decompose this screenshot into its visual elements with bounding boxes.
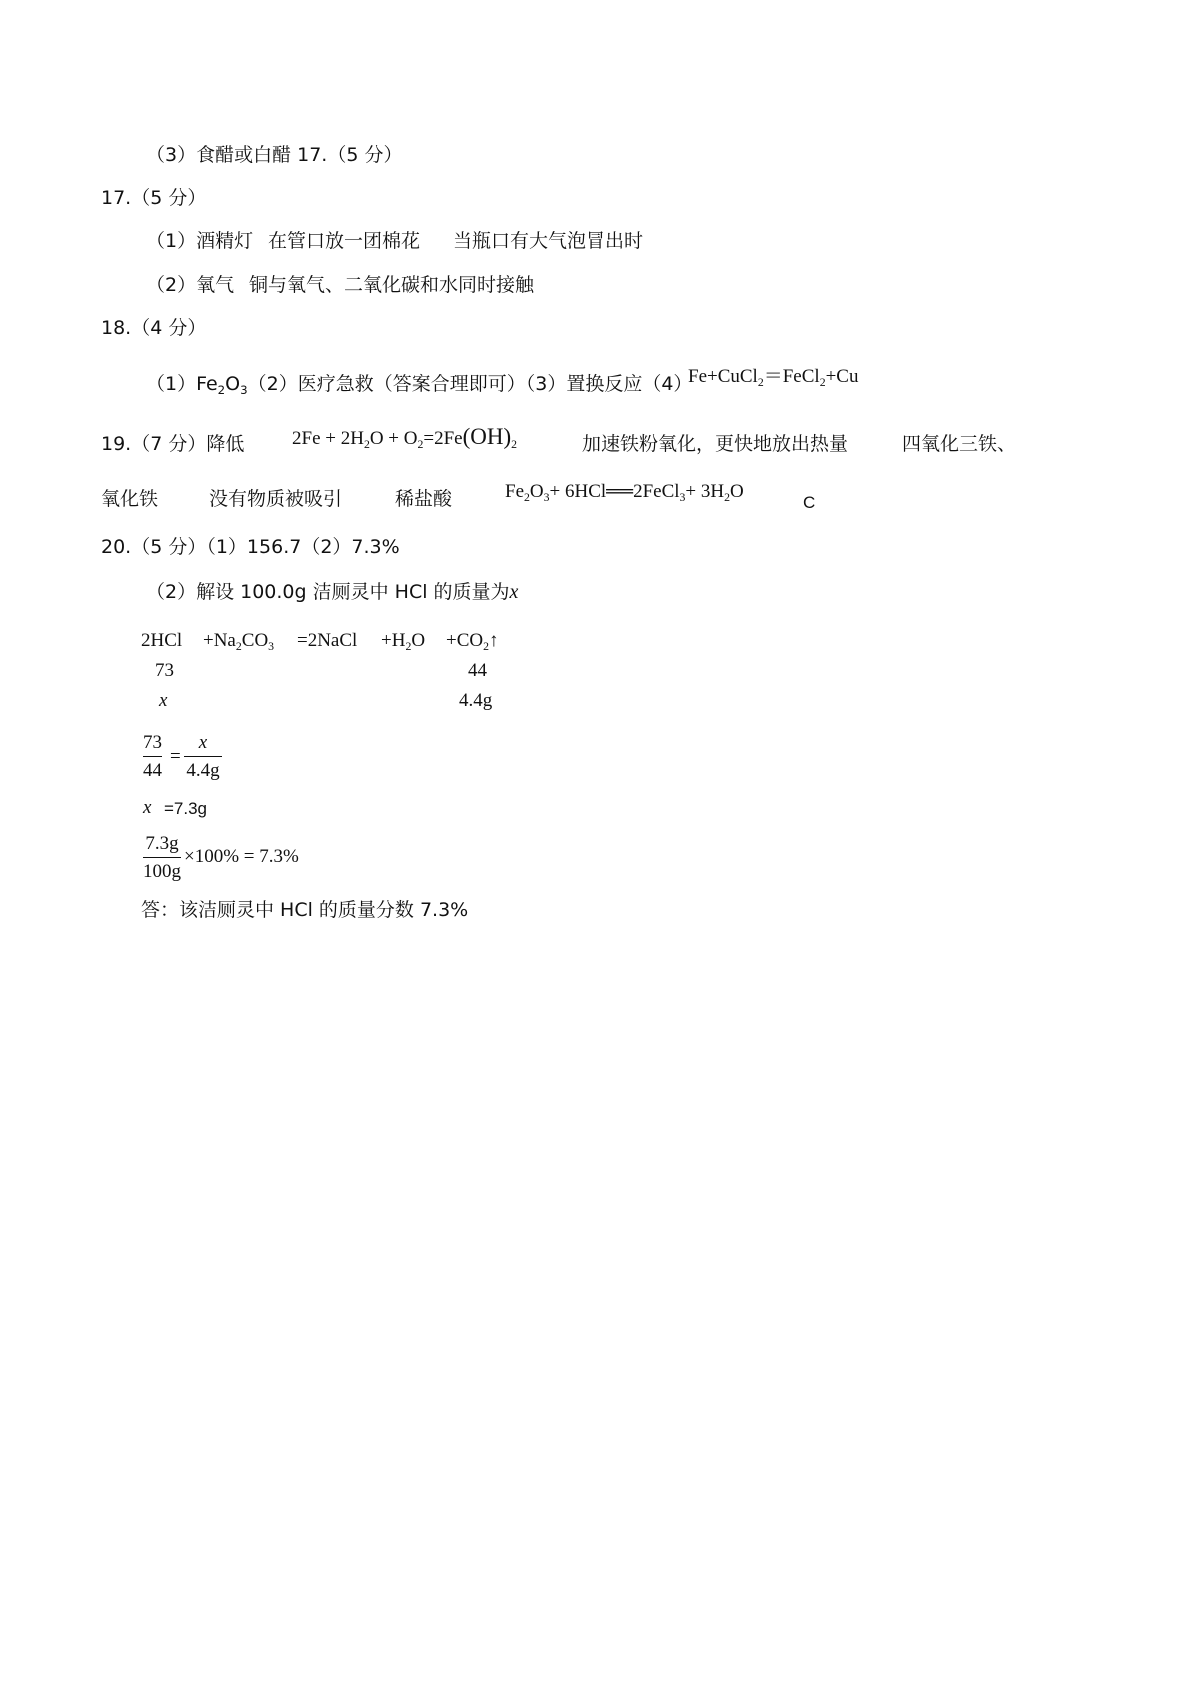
fraction-x-4.4g: [184, 732, 222, 782]
eq19b-s3: 3: [679, 491, 686, 505]
q19-line2-a: 氧化铁: [101, 488, 159, 510]
fraction-3-tail: ×100% = 7.3%: [184, 846, 299, 867]
q20-solution-intro: [146, 582, 518, 602]
q19-part-b: 加速铁粉氧化，更快地放出热量: [582, 433, 849, 455]
line-1: （3）食醋或白醋 17.（5 分）: [146, 144, 403, 166]
x-result-var: x: [143, 797, 152, 818]
q18-header: 18.（4 分）: [101, 317, 207, 339]
eq19b-c: + 6HCl══2FeCl: [549, 481, 680, 502]
up-arrow-icon: ↑: [489, 630, 499, 651]
calc-r1-b-text: +Na: [203, 630, 236, 651]
q18-o: O: [225, 373, 241, 395]
q20-header: 20.（5 分）（1）156.7（2）7.3%: [101, 536, 400, 558]
q18-sub2: 3: [240, 383, 248, 398]
equals-sign: =: [170, 746, 181, 767]
calc-r1-e-text: +CO: [446, 630, 484, 651]
eq19b-b: O: [529, 481, 544, 502]
calc-r2-a: 73: [155, 660, 174, 681]
q17-part2-b: 铜与氧气、二氧化碳和水同时接触: [249, 274, 535, 296]
eq18-c: +Cu: [825, 366, 859, 387]
calc-r1-d: [381, 630, 426, 654]
fraction-1-denominator: 44: [143, 759, 162, 781]
fraction-3-denominator: 100g: [143, 860, 181, 882]
eq19b-s1: 2: [524, 491, 530, 505]
fraction-1-bar: [143, 756, 162, 757]
q19-line2-c: 稀盐酸: [395, 488, 453, 510]
q17-part1-b: 在管口放一团棉花: [268, 230, 421, 252]
calc-r1-e-s: 2: [483, 640, 489, 654]
fraction-3-numerator: 7.3g: [145, 833, 179, 854]
q17-part1-a: （1）酒精灯: [146, 230, 254, 252]
eq19a-s3: 2: [511, 438, 518, 452]
q17-part1-c: 当瓶口有大气泡冒出时: [453, 230, 644, 252]
q19-equation-2: [505, 481, 744, 505]
fraction-2-denominator: 4.4g: [186, 759, 220, 781]
q19-part-c: 四氧化三铁、: [902, 433, 1017, 455]
q19-header: 19.（7 分）降低: [101, 433, 245, 455]
x-result-value: =7.3g: [164, 799, 208, 818]
calc-r1-b: [203, 630, 275, 654]
q20-intro-text: （2）解设 100.0g 洁厕灵中 HCl 的质量为: [146, 581, 510, 603]
q18-rest: （2）医疗急救（答案合理即可）（3）置换反应（4）: [247, 373, 693, 395]
eq19a-d: (OH): [462, 424, 512, 449]
eq18-b: ＝FeCl: [763, 366, 820, 387]
calc-r2-b: 44: [468, 660, 487, 681]
fraction-73-44: [143, 732, 162, 782]
calc-r1-b-s2: 3: [268, 640, 275, 654]
calc-r3-a: x: [159, 690, 168, 711]
eq19b-e: O: [730, 481, 744, 502]
fraction-3-bar: [143, 857, 181, 858]
calc-r1-a: 2HCl: [141, 630, 183, 651]
eq18-s1: 2: [757, 376, 764, 390]
calc-r1-e: [446, 630, 499, 654]
q17-header: 17.（5 分）: [101, 187, 207, 209]
calc-r3-b: 4.4g: [459, 690, 493, 711]
final-answer: 答：该洁厕灵中 HCl 的质量分数 7.3%: [141, 899, 469, 921]
eq19a-a: 2Fe + 2H: [292, 428, 364, 449]
fraction-2-numerator: x: [198, 732, 208, 753]
q19-line2-b: 没有物质被吸引: [209, 488, 343, 510]
q19-equation-1: [292, 424, 518, 452]
q18-answer: [146, 373, 693, 398]
eq19a-s1: 2: [363, 438, 370, 452]
q18-equation: [688, 366, 859, 390]
calc-r1-d-s: 2: [405, 640, 412, 654]
eq19b-d: + 3H: [685, 481, 725, 502]
q20-intro-x: x: [509, 581, 519, 603]
eq19a-c: =2Fe: [423, 428, 463, 449]
calc-r1-d-text2: O: [411, 630, 426, 651]
calc-r1-d-text: +H: [381, 630, 406, 651]
q18-fe: （1）Fe: [146, 373, 218, 395]
eq19b-a: Fe: [505, 481, 524, 502]
fraction-1-numerator: 73: [143, 732, 162, 753]
q19-line2-d: C: [803, 493, 816, 512]
q17-part2-a: （2）氧气: [146, 274, 235, 296]
eq19a-b: O + O: [369, 428, 418, 449]
eq19a-s2: 2: [417, 438, 424, 452]
eq19b-s4: 2: [724, 491, 730, 505]
calc-r1-c: =2NaCl: [297, 630, 358, 651]
eq18-a: Fe+CuCl: [688, 366, 758, 387]
calc-r1-b-text2: CO: [241, 630, 269, 651]
fraction-2-bar: [184, 756, 222, 757]
eq18-s2: 2: [819, 376, 826, 390]
fraction-7.3g-100g: [143, 833, 181, 883]
eq19b-s2: 3: [543, 491, 550, 505]
q18-sub1: 2: [217, 383, 226, 398]
calc-r1-b-s1: 2: [235, 640, 242, 654]
